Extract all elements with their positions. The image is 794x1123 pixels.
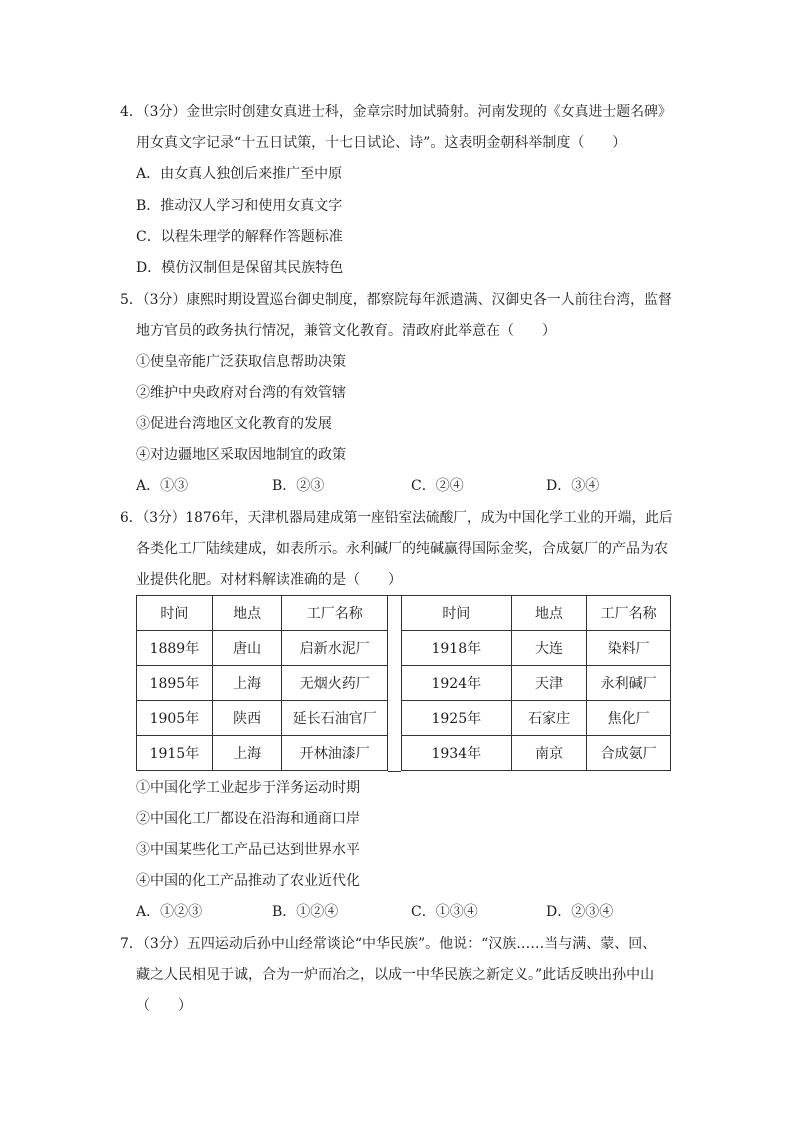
question-5-statement-2: ②维护中央政府对台湾的有效管辖	[136, 385, 346, 401]
question-6-choice-a: A．①②③	[136, 904, 203, 920]
table-header-row	[402, 596, 671, 631]
table-cell: 染料厂	[587, 631, 671, 666]
table-cell: 南京	[511, 736, 587, 771]
factory-table-right	[401, 595, 671, 771]
question-5-statement-3: ③促进台湾地区文化教育的发展	[136, 416, 332, 432]
table-divider-gap	[388, 595, 401, 772]
table-header-factory: 工厂名称	[587, 596, 671, 631]
question-4-option-c: C．以程朱理学的解释作答题标准	[136, 229, 343, 245]
table-cell: 合成氨厂	[587, 736, 671, 771]
table-row	[402, 701, 671, 736]
question-6-choice-c: C．①③④	[411, 904, 478, 920]
question-7-stem-line-2: 藏之人民相见于诚，合为一炉而冶之，以成一中华民族之新定义。”此话反映出孙中山	[136, 967, 655, 983]
table-cell: 1924年	[402, 666, 512, 701]
table-cell: 大连	[511, 631, 587, 666]
question-7-stem-line-1: 7．（3分）五四运动后孙中山经常谈论“中华民族”。他说：“汉族……当与满、蒙、回、	[120, 936, 657, 952]
question-5-statement-4: ④对边疆地区采取因地制宜的政策	[136, 447, 346, 463]
table-cell: 1915年	[137, 736, 213, 771]
table-cell: 焦化厂	[587, 701, 671, 736]
table-header-place: 地点	[511, 596, 587, 631]
question-5-choice-a: A．①③	[136, 478, 189, 494]
table-header-time: 时间	[402, 596, 512, 631]
factory-table-left	[136, 595, 388, 771]
question-5-choice-d: D．③④	[546, 478, 600, 494]
table-row	[402, 631, 671, 666]
table-cell: 陕西	[212, 701, 282, 736]
table-cell: 1918年	[402, 631, 512, 666]
question-6-statement-2: ②中国化工厂都设在沿海和通商口岸	[136, 811, 360, 827]
table-cell: 上海	[212, 736, 282, 771]
table-cell: 1905年	[137, 701, 213, 736]
table-cell: 延长石油官厂	[282, 701, 388, 736]
table-header-row	[137, 596, 388, 631]
table-header-factory: 工厂名称	[282, 596, 388, 631]
table-cell: 启新水泥厂	[282, 631, 388, 666]
table-cell: 1934年	[402, 736, 512, 771]
question-4-option-d: D．模仿汉制但是保留其民族特色	[136, 260, 344, 276]
table-cell: 1925年	[402, 701, 512, 736]
table-row	[137, 666, 388, 701]
table-row	[402, 666, 671, 701]
question-6-statement-1: ①中国化学工业起步于洋务运动时期	[136, 780, 360, 796]
table-row	[402, 736, 671, 771]
question-5-choice-c: C．②④	[411, 478, 464, 494]
question-5-choice-b: B．②③	[272, 478, 325, 494]
table-row	[137, 631, 388, 666]
question-6-choice-b: B．①②④	[272, 904, 339, 920]
table-header-place: 地点	[212, 596, 282, 631]
question-5-stem-line-2: 地方官员的政务执行情况，兼管文化教育。清政府此举意在（ ）	[136, 323, 556, 339]
question-6-statement-3: ③中国某些化工产品已达到世界水平	[136, 842, 360, 858]
question-5-statement-1: ①使皇帝能广泛获取信息帮助决策	[136, 354, 346, 370]
question-6-choice-d: D．②③④	[546, 904, 614, 920]
table-cell: 唐山	[212, 631, 282, 666]
table-cell: 无烟火药厂	[282, 666, 388, 701]
question-6-stem-line-1: 6．（3分）1876年，天津机器局建成第一座铅室法硫酸厂，成为中国化学工业的开端，此后	[120, 510, 673, 526]
question-6-statement-4: ④中国的化工产品推动了农业近代化	[136, 873, 360, 889]
question-4-stem-line-1: 4．（3分）金世宗时创建女真进士科，金章宗时加试骑射。河南发现的《女真进士题名碑》	[120, 104, 672, 120]
table-cell: 天津	[511, 666, 587, 701]
table-row	[137, 701, 388, 736]
table-header-time: 时间	[137, 596, 213, 631]
table-cell: 1889年	[137, 631, 213, 666]
question-4-option-b: B．推动汉人学习和使用女真文字	[136, 198, 343, 214]
table-cell: 永利碱厂	[587, 666, 671, 701]
question-5-stem-line-1: 5．（3分）康熙时期设置巡台御史制度，都察院每年派遣满、汉御史各一人前往台湾，监督	[120, 292, 672, 308]
question-7-stem-line-3: （ ）	[136, 998, 192, 1014]
table-cell: 1895年	[137, 666, 213, 701]
question-4-stem-line-2: 用女真文字记录“十五日试策，十七日试论、诗”。这表明金朝科举制度（ ）	[136, 135, 627, 151]
table-cell: 上海	[212, 666, 282, 701]
question-6-stem-line-2: 各类化工厂陆续建成，如表所示。永利碱厂的纯碱赢得国际金奖，合成氨厂的产品为农	[136, 541, 668, 557]
question-6-stem-line-3: 业提供化肥。对材料解读准确的是（ ）	[136, 572, 402, 588]
table-row	[137, 736, 388, 771]
table-cell: 开林油漆厂	[282, 736, 388, 771]
table-cell: 石家庄	[511, 701, 587, 736]
question-4-option-a: A．由女真人独创后来推广至中原	[136, 166, 343, 182]
